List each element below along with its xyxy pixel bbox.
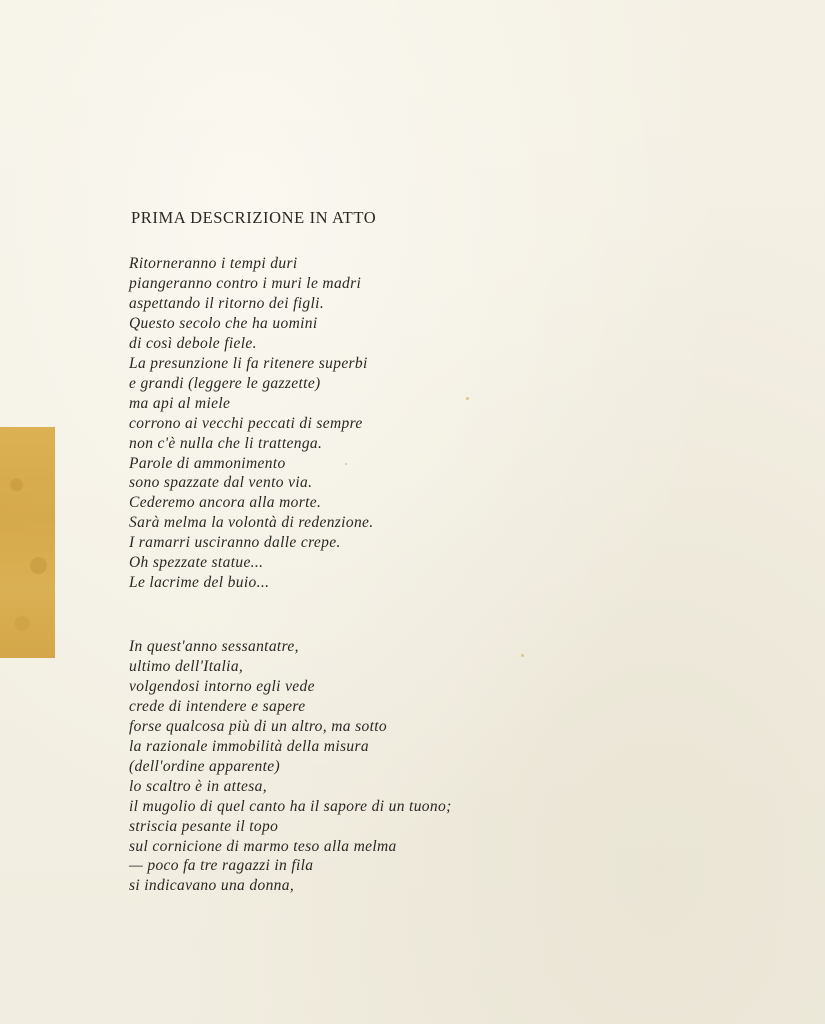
poem-line: I ramarri usciranno dalle crepe.: [129, 534, 341, 552]
adhesive-tape-stain: [0, 427, 55, 658]
poem-line: sono spazzate dal vento via.: [129, 474, 313, 492]
paper-speck: [466, 397, 469, 400]
poem-line: Parole di ammonimento: [129, 454, 286, 472]
poem-line: ultimo dell'Italia,: [129, 657, 244, 675]
poem-line: il mugolio di quel canto ha il sapore di un tuono;: [129, 797, 452, 815]
poem-line: Oh spezzate statue...: [129, 554, 264, 572]
poem-line: lo scaltro è in attesa,: [129, 777, 267, 795]
poem-line: si indicavano una donna,: [129, 877, 295, 895]
poem-line: sul cornicione di marmo teso alla melma: [129, 837, 397, 855]
poem-line: aspettando il ritorno dei figli.: [129, 294, 325, 312]
paper-speck: [521, 654, 524, 657]
poem-line: La presunzione li fa ritenere superbi: [129, 354, 368, 372]
poem-line: la razionale immobilità della misura: [129, 737, 369, 755]
poem-line: Cederemo ancora alla morte.: [129, 494, 322, 512]
poem-line: Sarà melma la volontà di redenzione.: [129, 514, 374, 532]
poem-line: piangeranno contro i muri le madri: [129, 274, 362, 292]
poem-line: Ritorneranno i tempi duri: [129, 255, 298, 272]
poem-title: PRIMA DESCRIZIONE IN ATTO: [131, 208, 377, 227]
poem-line: crede di intendere e sapere: [129, 697, 306, 715]
poem-line: Le lacrime del buio...: [129, 574, 270, 592]
poem-line: e grandi (leggere le gazzette): [129, 374, 321, 392]
stanza-2: [129, 637, 452, 896]
poem-line: — poco fa tre ragazzi in fila: [129, 857, 314, 875]
poem-line: ma api al miele: [129, 394, 231, 412]
poem-line: Questo secolo che ha uomini: [129, 314, 318, 332]
poem-line: non c'è nulla che li trattenga.: [129, 434, 323, 452]
poem-line: corrono ai vecchi peccati di sempre: [129, 414, 363, 432]
poem-line: (dell'ordine apparente): [129, 757, 280, 775]
poem-line: volgendosi intorno egli vede: [129, 677, 315, 695]
poem-line: In quest'anno sessantatre,: [129, 638, 299, 655]
poem-line: striscia pesante il topo: [129, 817, 279, 835]
stanza-1: [129, 254, 374, 593]
poem-line: forse qualcosa più di un altro, ma sotto: [129, 717, 387, 735]
poem-line: di così debole fiele.: [129, 334, 257, 352]
